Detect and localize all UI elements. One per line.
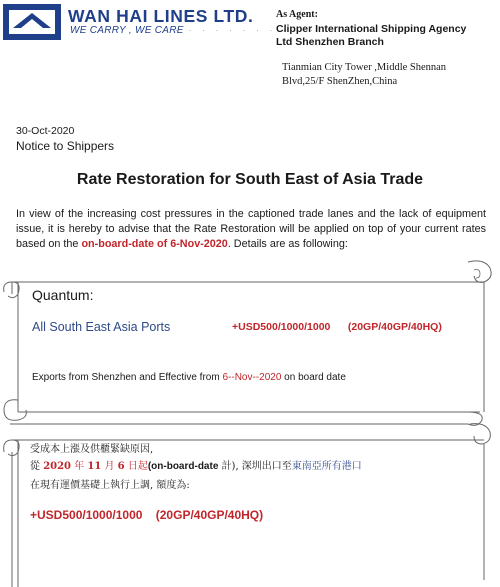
ports-label: All South East Asia Ports <box>32 320 171 334</box>
exports-date: 6--Nov--2020 <box>222 372 282 383</box>
zh2-month: 11 <box>87 461 102 472</box>
paragraph-text: In view of the increasing cost pressures in the captioned trade lanes and the lack of equipment issue, it is hereby to advise that the Rate Restoration will be applied on top of your current rates based on the <box>16 208 486 250</box>
zh2-dest: 東南亞所有港口 <box>291 461 362 472</box>
chinese-line-2 <box>30 457 362 472</box>
address-line1: Tianmian City Tower ,Middle Shennan <box>282 62 447 73</box>
tagline-dots: · · · · · · · · · · · <box>175 25 317 35</box>
paragraph-end: . Details are as following: <box>227 238 348 250</box>
zh2-e: 計), 深圳出口至 <box>218 461 292 472</box>
chinese-line-3: 在現有運價基礎上執行上調, 額度為: <box>30 480 190 491</box>
document-title: Rate Restoration for South East of Asia Trade <box>76 171 424 188</box>
zh2-year: 2020 <box>43 461 72 472</box>
zh2-b: 年 <box>71 461 88 472</box>
agent-name-line1: Clipper International Shipping Agency <box>276 23 467 35</box>
chinese-rate: +USD500/1000/1000 (20GP/40GP/40HQ) <box>30 508 264 522</box>
company-name: WAN HAI LINES LTD. <box>68 6 254 26</box>
zh2-d: 日起 <box>124 461 148 472</box>
quantum-label: Quantum: <box>32 287 94 303</box>
quantum-rates: +USD500/1000/1000 (20GP/40GP/40HQ) <box>232 321 442 333</box>
zh2-onboard: (on-board-date <box>147 461 219 472</box>
notice-date: 30-Oct-2020 <box>16 125 75 137</box>
on-board-date-highlight: on-board-date of 6-Nov-2020 <box>81 238 228 250</box>
exports-suffix: on board date <box>281 372 346 383</box>
zh2-day: 6 <box>117 461 125 472</box>
exports-prefix: Exports from Shenzhen and Effective from <box>32 372 223 383</box>
address-line2: Blvd,25/F ShenZhen,China <box>282 76 398 87</box>
agent-name-line2: Ltd Shenzhen Branch <box>276 36 384 48</box>
agent-label: As Agent: <box>276 9 318 20</box>
company-tagline: WE CARRY , WE CARE <box>70 25 184 36</box>
notice-recipient: Notice to Shippers <box>16 139 115 153</box>
chinese-line-1: 受成本上漲及供櫃緊缺原因, <box>30 444 154 455</box>
zh2-a: 從 <box>30 461 44 472</box>
zh2-c: 月 <box>101 461 118 472</box>
